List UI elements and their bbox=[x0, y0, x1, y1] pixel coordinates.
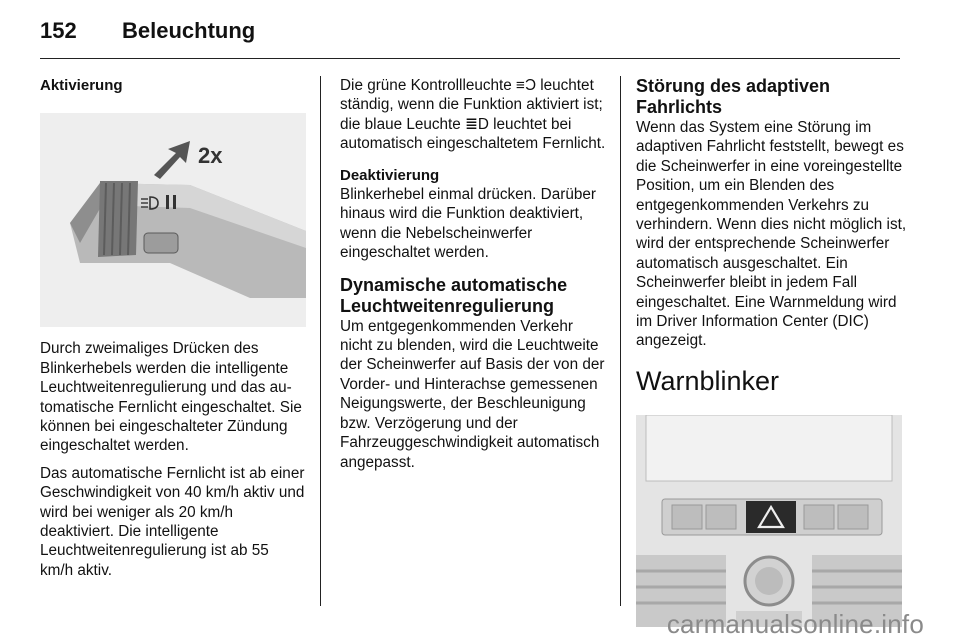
figure-label-2x: 2x bbox=[198, 143, 223, 169]
hazard-button-dashboard-illustration bbox=[636, 415, 902, 627]
column-1 bbox=[40, 76, 306, 588]
header-divider bbox=[40, 58, 900, 59]
paragraph-indicator-lights: Die grüne Kontrollleuchte ≡Ͻ leuchtet ständig, wenn die Funktion aktiviert ist; die blaue Leuchte ≣D leuchtet bei automatisch eingeschaltetem Fernlicht. bbox=[340, 77, 606, 153]
column-3 bbox=[636, 76, 908, 627]
watermark: carmanualsonline.info bbox=[666, 609, 924, 639]
page-header bbox=[40, 18, 255, 48]
heading-dynamic-levelling: Dynamische automatische Leuchtweitenregulierung bbox=[340, 274, 568, 316]
paragraph-deactivation: Blinkerhebel einmal drücken. Darüber hinaus wird die Funktion deaktiviert, wenn die Nebelscheinwerfer eingeschaltet werden. bbox=[340, 186, 596, 262]
paragraph-activation: Durch zweimaliges Drücken des Blinkerhebels werden die intelligente Leuchtweitenregulierung und das automatische Fernlicht eingeschaltet. Sie können bei eingeschalteter Zündung eingeschaltet werden. bbox=[40, 340, 302, 455]
paragraph-speed: Das automatische Fernlicht ist ab einer Geschwindigkeit von 40 km/h aktiv und wird bei weniger als 20 km/h deaktiviert. Die intelligente Leuchtweitenregulierung ist ab 55 km/h aktiv. bbox=[40, 464, 305, 579]
paragraph-dynamic-levelling: Um entgegenkommenden Verkehr nicht zu blenden, wird die Leuchtweite der Scheinwerfer auf Basis der von der Vorder- und Hinterachse gemessenen Neigungswerte, der Beschleunigung bzw. Verzögerung und der Fahrzeuggeschwindigkeit automatisch angepasst. bbox=[340, 317, 605, 471]
heading-deaktivierung: Deaktivierung bbox=[340, 166, 440, 184]
page-number: 152 bbox=[40, 18, 77, 43]
heading-warnblinker: Warnblinker bbox=[636, 365, 780, 396]
chapter-title: Beleuchtung bbox=[122, 18, 256, 43]
heading-fault: Störung des adaptiven Fahrlichts bbox=[636, 76, 831, 117]
column-2 bbox=[340, 76, 606, 480]
paragraph-fault: Wenn das System eine Störung im adaptiven Fahrlicht feststellt, bewegt es die Scheinwerfer in eine voreingestellte Position, um ein Blenden des entgegenkommenden Verkehrs zu verhindern. Wenn dies nicht möglich ist, wird der entsprechende Scheinwerfer automatisch ausgeschaltet. Ein Scheinwerfer bleibt in jedem Fall eingeschaltet. Eine Warnmeldung wird im Driver Information Center (DIC) angezeigt. bbox=[636, 119, 907, 350]
heading-aktivierung: Aktivierung bbox=[40, 77, 123, 94]
column-divider-2 bbox=[620, 76, 621, 606]
turn-signal-lever-illustration bbox=[40, 113, 306, 327]
column-divider-1 bbox=[320, 76, 321, 606]
